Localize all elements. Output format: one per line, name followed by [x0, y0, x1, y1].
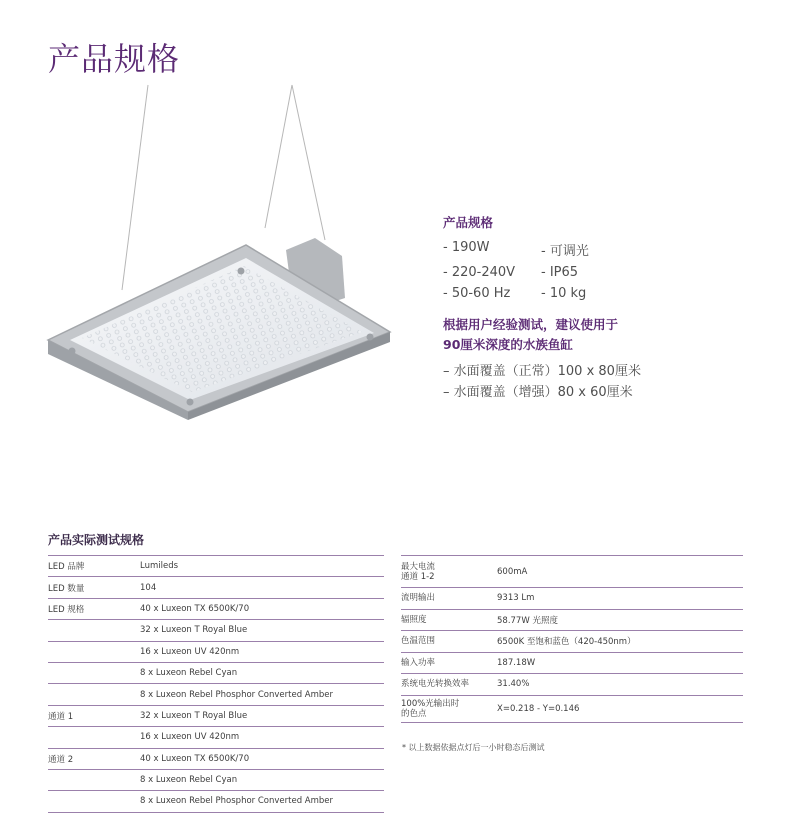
test-specs-heading: 产品实际测试规格 [48, 533, 145, 547]
table-row: 色温范围 6500K 至饱和蓝色（420-450nm） [401, 631, 743, 653]
spec-weight: - 10 kg [541, 286, 587, 301]
specs-grid [443, 240, 773, 301]
coverage-normal: – 水面覆盖（正常）100 x 80厘米 [443, 364, 641, 379]
table-row: 通道 1 32 x Luxeon T Royal Blue [48, 706, 384, 727]
table-row: 16 x Luxeon UV 420nm [48, 727, 384, 748]
table-row: LED 数量 104 [48, 577, 384, 598]
table-row: 最大电流 通道 1-2 600mA [401, 556, 743, 588]
spec-ip-rating: - IP65 [541, 265, 579, 280]
spec-frequency: - 50-60 Hz [443, 286, 511, 301]
table-row: LED 品牌 Lumileds [48, 556, 384, 577]
recommendation-list [443, 361, 773, 403]
table-row: 8 x Luxeon Rebel Phosphor Converted Amber [48, 791, 384, 812]
table-row: 8 x Luxeon Rebel Cyan [48, 663, 384, 684]
table-row: 流明输出 9313 Lm [401, 588, 743, 610]
table-row: LED 规格 40 x Luxeon TX 6500K/70 [48, 599, 384, 620]
table-row: 16 x Luxeon UV 420nm [48, 642, 384, 663]
table-row: 32 x Luxeon T Royal Blue [48, 620, 384, 641]
table-row: 辐照度 58.77W 光照度 [401, 610, 743, 632]
spec-dimmable: - 可调光 [541, 244, 589, 259]
spec-voltage: - 220-240V [443, 265, 516, 280]
product-specs [443, 213, 773, 403]
table-row: 系统电光转换效率 31.40% [401, 674, 743, 696]
table-row: 通道 2 40 x Luxeon TX 6500K/70 [48, 749, 384, 770]
led-spec-table [48, 555, 384, 813]
specs-heading: 产品规格 [443, 215, 494, 230]
table-row: 输入功率 187.18W [401, 653, 743, 675]
spec-power: - 190W [443, 240, 490, 255]
footnote: * 以上数据依据点灯后一小时稳态后测试 [402, 743, 545, 752]
performance-table [401, 555, 743, 723]
page-title: 产品规格 [48, 40, 181, 78]
table-row: 8 x Luxeon Rebel Phosphor Converted Amber [48, 684, 384, 705]
coverage-enhanced: – 水面覆盖（增强）80 x 60厘米 [443, 385, 633, 400]
table-row: 8 x Luxeon Rebel Cyan [48, 770, 384, 791]
recommendation-heading: 根据用户经验测试，建议使用于 90厘米深度的水族鱼缸 [443, 317, 619, 352]
luminaire-product-image [40, 80, 400, 420]
table-row: 100%光输出时 的色点 X=0.218 - Y=0.146 [401, 696, 743, 723]
